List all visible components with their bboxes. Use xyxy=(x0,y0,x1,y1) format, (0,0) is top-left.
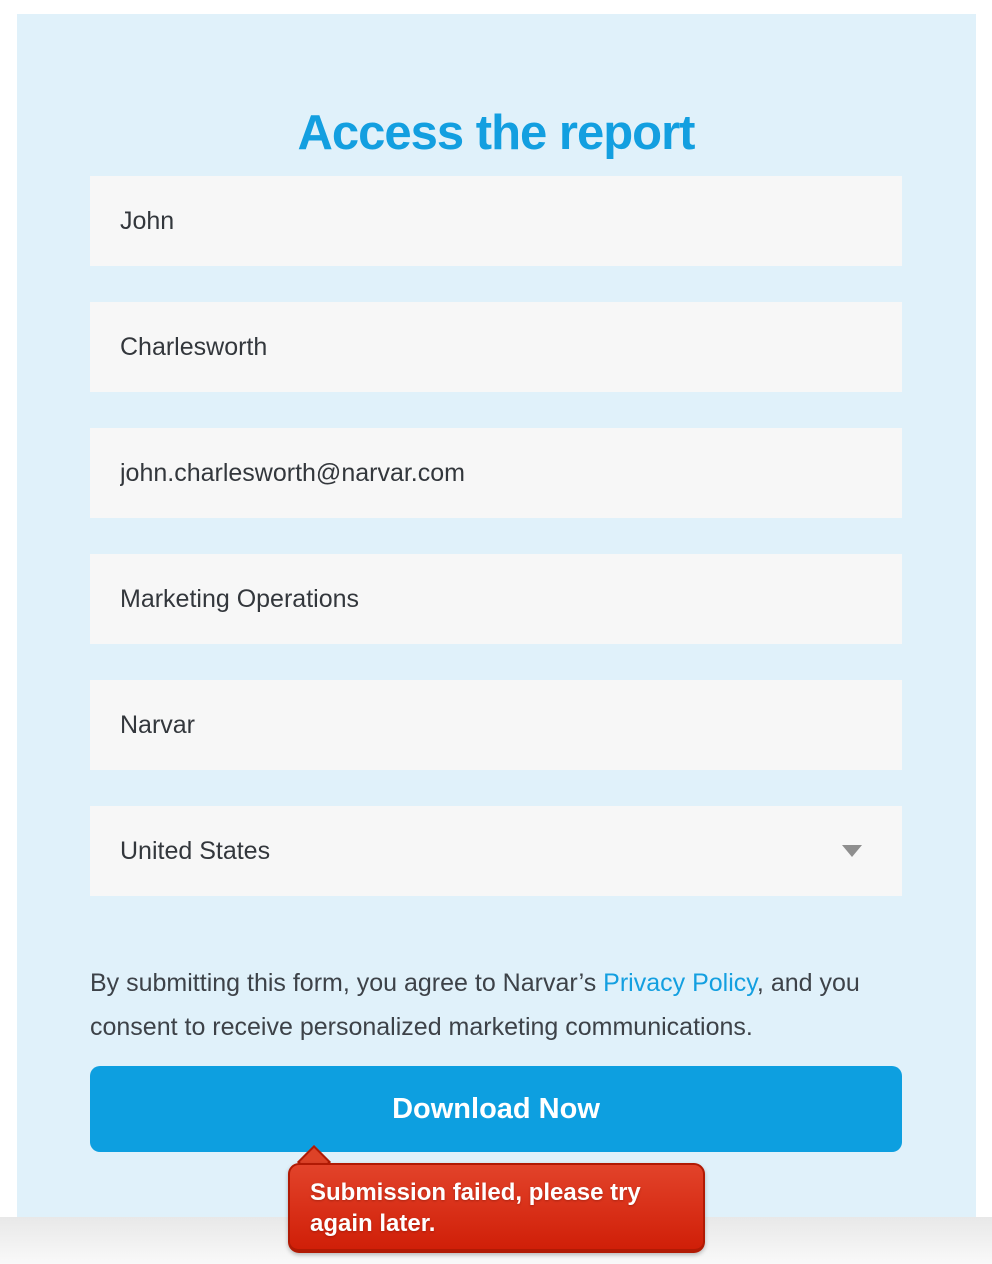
company-field[interactable] xyxy=(90,680,902,770)
chevron-down-icon xyxy=(842,845,862,857)
consent-text-before: By submitting this form, you agree to Narvar’s xyxy=(90,969,604,997)
privacy-policy-link[interactable]: Privacy Policy xyxy=(603,969,757,997)
consent-text xyxy=(90,961,902,1049)
error-tooltip xyxy=(288,1163,705,1253)
country-select[interactable] xyxy=(90,806,902,896)
page-title: Access the report xyxy=(297,105,695,160)
job-title-field[interactable] xyxy=(90,554,902,644)
first-name-field[interactable] xyxy=(90,176,902,266)
country-select-value: United States xyxy=(120,836,271,865)
last-name-field[interactable] xyxy=(90,302,902,392)
error-tooltip-message: Submission failed, please try again later. xyxy=(310,1179,641,1237)
consent-text-after: , and you consent to receive personalized marketing communications. xyxy=(90,969,860,1041)
email-field[interactable] xyxy=(90,428,902,518)
download-now-button[interactable]: Download Now xyxy=(90,1066,902,1152)
